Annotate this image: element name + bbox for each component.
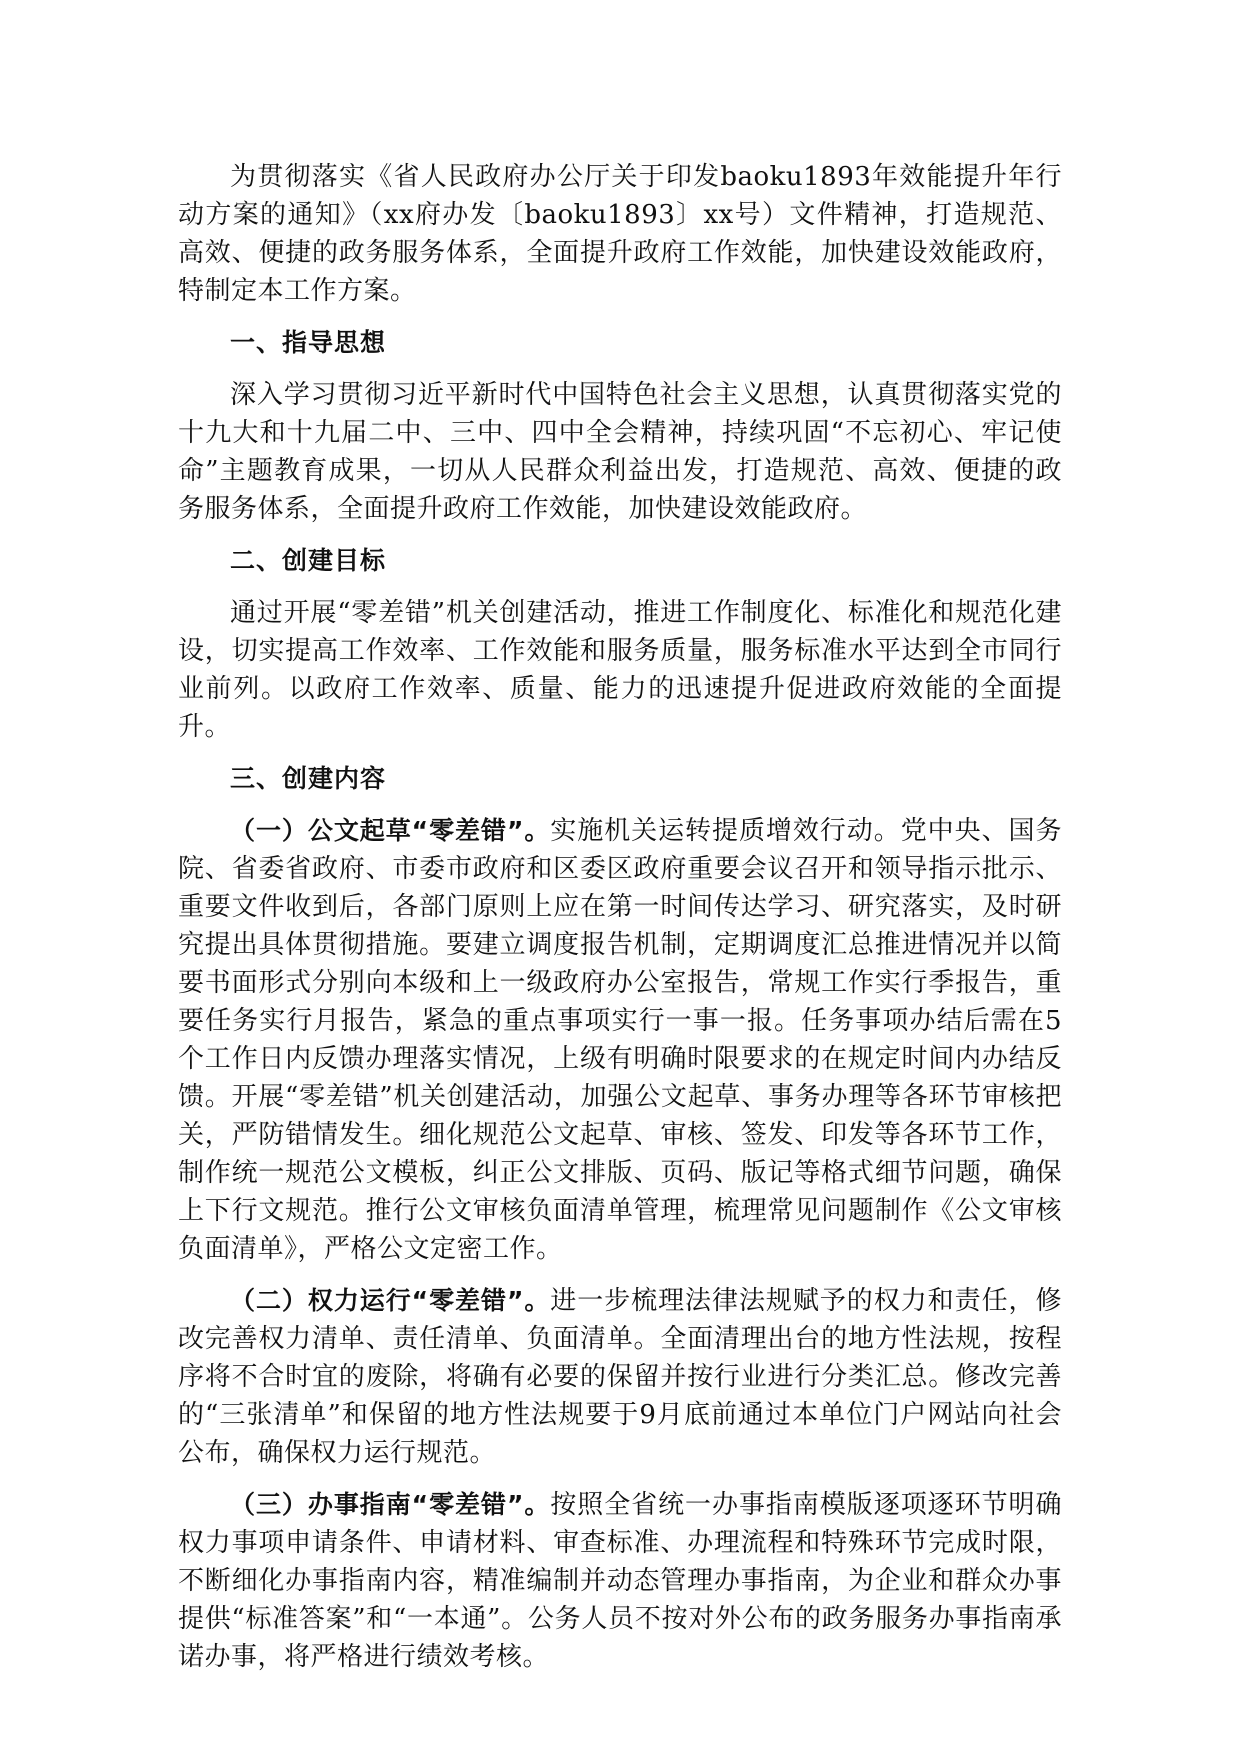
- item-lead: （二）权力运行“零差错”。: [230, 1286, 551, 1315]
- item-lead: （三）办事指南“零差错”。: [230, 1490, 551, 1519]
- section-heading-guiding-ideology: 一、指导思想: [230, 328, 387, 357]
- item-body: 进一步梳理法律法规赋予的权力和责任，修改完善权力清单、责任清单、负面清单。全面清理出台的地方性法规，按程序将不合时宜的废除，将确有必要的保留并按行业进行分类汇总。修改完善的“三张清单”和保留的地方性法规要于9月底前通过本单位门户网站向社会公布，确保权力运行规范。: [178, 1286, 1062, 1468]
- item-service-guide: [178, 1486, 1062, 1676]
- intro-paragraph: 为贯彻落实《省人民政府办公厅关于印发baoku1893年效能提升年行动方案的通知》（xx府办发〔baoku1893〕xx号）文件精神，打造规范、高效、便捷的政务服务体系，全面提升政府工作效能，加快建设效能政府，特制定本工作方案。: [178, 162, 1062, 306]
- item-body: 实施机关运转提质增效行动。党中央、国务院、省委省政府、市委市政府和区委区政府重要会议召开和领导指示批示、重要文件收到后，各部门原则上应在第一时间传达学习、研究落实，及时研究提出具体贯彻措施。要建立调度报告机制，定期调度汇总推进情况并以简要书面形式分别向本级和上一级政府办公室报告，常规工作实行季报告，重要任务实行月报告，紧急的重点事项实行一事一报。任务事项办结后需在5个工作日内反馈办理落实情况，上级有明确时限要求的在规定时间内办结反馈。开展“零差错”机关创建活动，加强公文起草、事务办理等各环节审核把关，严防错情发生。细化规范公文起草、审核、签发、印发等各环节工作，制作统一规范公文模板，纠正公文排版、页码、版记等格式细节问题，确保上下行文规范。推行公文审核负面清单管理，梳理常见问题制作《公文审核负面清单》，严格公文定密工作。: [178, 816, 1062, 1264]
- section-heading-content: 三、创建内容: [230, 764, 387, 793]
- item-body: 按照全省统一办事指南模版逐项逐环节明确权力事项申请条件、申请材料、审查标准、办理流程和特殊环节完成时限，不断细化办事指南内容，精准编制并动态管理办事指南，为企业和群众办事提供“标准答案”和“一本通”。公务人员不按对外公布的政务服务办事指南承诺办事，将严格进行绩效考核。: [178, 1490, 1062, 1672]
- item-document-drafting: [178, 812, 1062, 1268]
- section-heading-goals: 二、创建目标: [230, 546, 387, 575]
- item-lead: （一）公文起草“零差错”。: [230, 816, 551, 845]
- item-power-operation: [178, 1282, 1062, 1472]
- document-body: [178, 158, 1062, 1676]
- section-body-goals: 通过开展“零差错”机关创建活动，推进工作制度化、标准化和规范化建设，切实提高工作效率、工作效能和服务质量，服务标准水平达到全市同行业前列。以政府工作效率、质量、能力的迅速提升促进政府效能的全面提升。: [178, 598, 1062, 742]
- section-body-guiding-ideology: 深入学习贯彻习近平新时代中国特色社会主义思想，认真贯彻落实党的十九大和十九届二中、三中、四中全会精神，持续巩固“不忘初心、牢记使命”主题教育成果，一切从人民群众利益出发，打造规范、高效、便捷的政务服务体系，全面提升政府工作效能，加快建设效能政府。: [178, 380, 1062, 524]
